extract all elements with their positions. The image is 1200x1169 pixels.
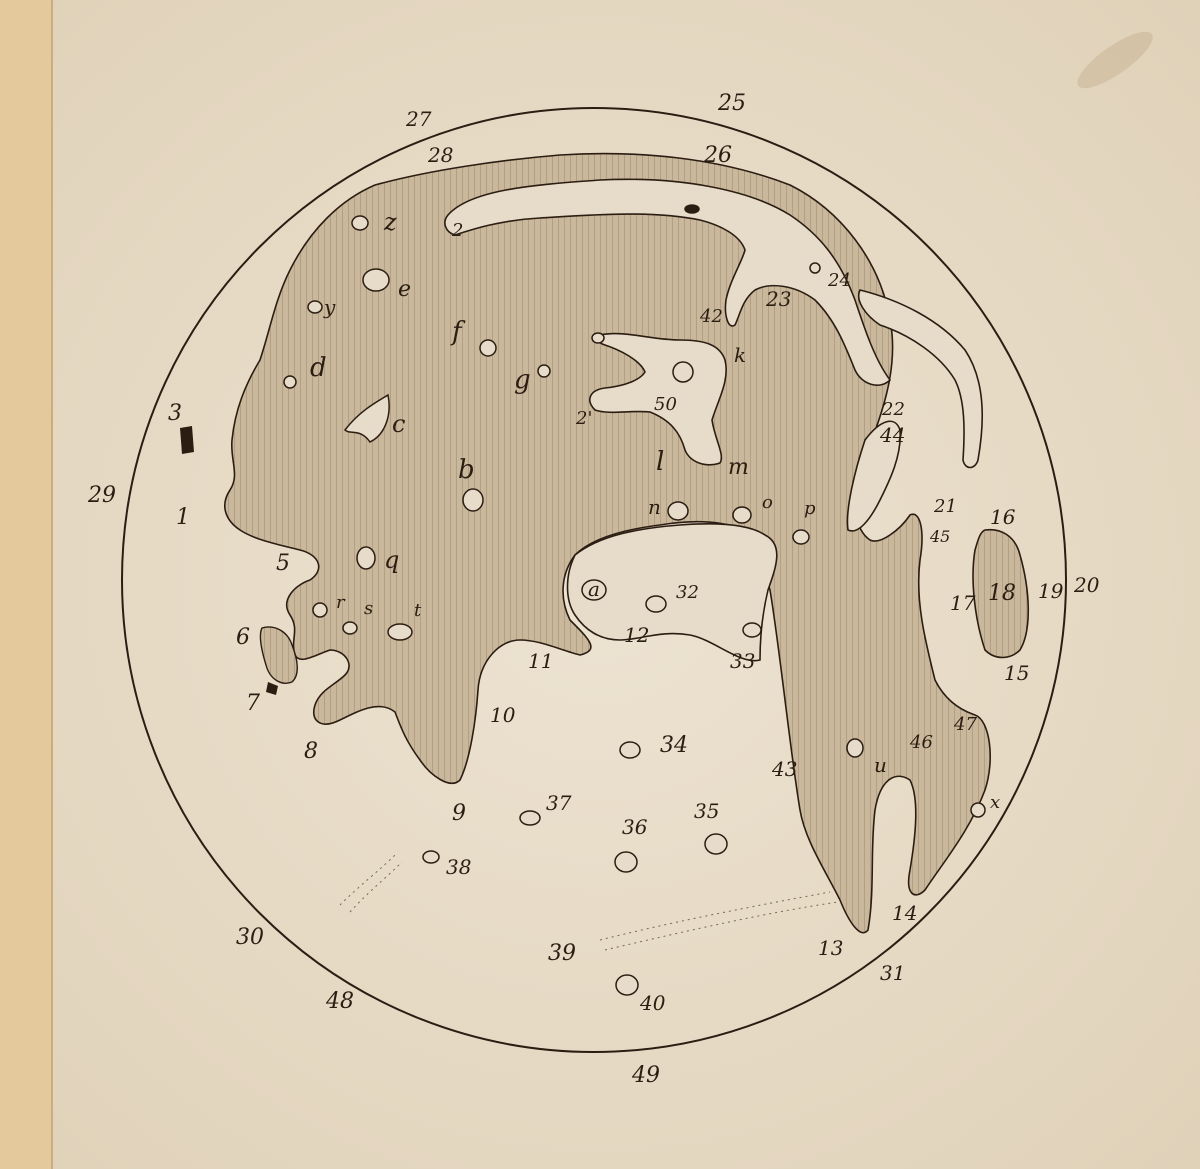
crater-33 [743,623,761,637]
label-6: 6 [236,625,250,650]
label-f: f [452,317,462,347]
paper-left-edge [0,0,52,1169]
label-r: r [336,592,345,613]
label-19: 19 [1038,579,1064,603]
label-23: 23 [766,287,792,311]
crater-q [357,547,375,569]
crater-x [971,803,985,817]
crater-24 [810,263,820,273]
label-12: 12 [624,623,650,647]
label-36: 36 [622,815,648,839]
label-1: 1 [176,505,190,530]
label-s: s [364,598,374,619]
crater-p [793,530,809,544]
label-b: b [458,455,475,485]
label-17: 17 [950,591,976,615]
label-13: 13 [818,936,844,960]
label-48: 48 [326,989,354,1014]
label-c: c [392,410,406,438]
label-2-prime: 2' [576,408,593,429]
label-38: 38 [446,855,472,879]
label-42: 42 [700,306,723,327]
crater-b [463,489,483,511]
label-k: k [734,343,747,367]
crater-z [352,216,368,230]
label-16: 16 [990,505,1016,529]
crater-35 [705,834,727,854]
label-10: 10 [490,703,516,727]
label-32: 32 [676,582,699,603]
crater-y [308,301,322,313]
label-39: 39 [548,941,576,966]
crater-36 [615,852,637,872]
label-27: 27 [406,107,432,131]
crater-s [343,622,357,634]
label-l: l [656,447,665,477]
label-22: 22 [882,399,905,420]
label-e: e [398,277,412,302]
crater-32 [646,596,666,612]
label-37: 37 [546,791,572,815]
label-m: m [728,455,749,480]
crater-f [480,340,496,356]
label-44: 44 [880,423,906,447]
label-u: u [874,753,887,777]
crater-e [363,269,389,291]
label-18: 18 [988,581,1016,606]
label-11: 11 [528,649,554,673]
label-31: 31 [880,961,906,985]
label-n: n [648,495,661,519]
label-47: 47 [954,714,977,735]
label-9: 9 [452,801,466,826]
label-49: 49 [632,1063,660,1088]
crater-37 [520,811,540,825]
label-25: 25 [718,91,746,116]
label-35: 35 [694,799,720,823]
label-43: 43 [772,757,798,781]
label-g: g [514,365,531,395]
label-x: x [990,792,1001,813]
label-26: 26 [704,143,732,168]
label-34: 34 [660,733,688,758]
label-30: 30 [236,925,264,950]
label-24: 24 [828,270,851,291]
label-50: 50 [654,394,677,415]
crater-38 [423,851,439,863]
crater-t [388,624,412,640]
label-q: q [384,546,400,574]
crater-50 [673,362,693,382]
label-8: 8 [304,739,318,764]
label-33: 33 [730,649,756,673]
crater-40 [616,975,638,995]
label-y: y [324,295,336,319]
label-a: a [588,577,600,601]
label-14: 14 [892,901,918,925]
crater-d [284,376,296,388]
label-3: 3 [168,401,182,426]
crater-1 [685,205,699,213]
crater-3-dark [180,426,194,454]
label-46: 46 [910,732,933,753]
label-z: z [384,208,397,236]
label-20: 20 [1074,573,1100,597]
crater-o [733,507,751,523]
crater-r [313,603,327,617]
label-2: 2 [452,220,464,241]
crater-u [847,739,863,757]
label-40: 40 [640,991,666,1015]
label-28: 28 [428,143,454,167]
label-21: 21 [934,496,957,517]
label-p: p [804,498,816,519]
label-t: t [414,600,422,621]
label-7: 7 [246,691,260,716]
crater-n [668,502,688,520]
label-o: o [762,492,773,513]
label-d: d [310,353,327,383]
crater-34 [620,742,640,758]
crater-g [538,365,550,377]
crater-5 [592,333,604,343]
label-29: 29 [88,483,116,508]
label-5: 5 [276,551,290,576]
label-45: 45 [930,527,951,546]
label-15: 15 [1004,661,1030,685]
